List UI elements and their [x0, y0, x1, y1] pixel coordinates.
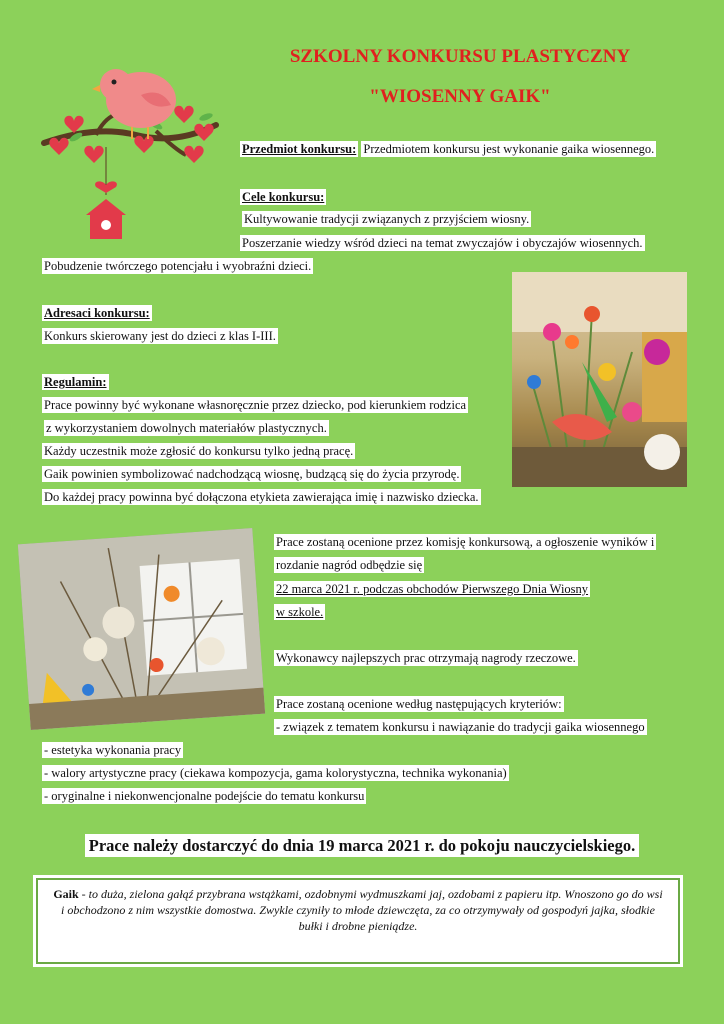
- gaik-photo-flowers: [512, 272, 687, 487]
- regulamin-item-4: Gaik powinien symbolizować nadchodzącą wiosnę, budzącą się do życia przyrodę.: [44, 467, 460, 481]
- adresaci-text: Konkurs skierowany jest do dzieci z klas I-III.: [44, 329, 276, 343]
- gaik-definition-box: [36, 878, 680, 964]
- regulamin-item-3: Każdy uczestnik może zgłosić do konkursu tylko jedną pracę.: [44, 444, 354, 458]
- przedmiot-text: Przedmiotem konkursu jest wykonanie gaika wiosennego.: [363, 142, 655, 156]
- przedmiot-section: [240, 142, 656, 157]
- adresaci-label: Adresaci konkursu:: [44, 306, 150, 320]
- regulamin-item-2: z wykorzystaniem dowolnych materiałów plastycznych.: [46, 421, 327, 435]
- kryteria-item-1: - związek z tematem konkursu i nawiązanie do tradycji gaika wiosennego: [276, 720, 645, 734]
- cele-item-3: Pobudzenie twórczego potencjału i wyobraźni dzieci.: [44, 259, 312, 273]
- bird-on-branch-illustration: [36, 55, 226, 245]
- ocena-line-1: Prace zostaną ocenione przez komisję konkursową, a ogłoszenie wyników i: [276, 535, 655, 549]
- cele-item-2: Poszerzanie wiedzy wśród dzieci na temat zwyczajów i obyczajów wiosennych.: [242, 236, 643, 250]
- kryteria-item-4: - oryginalne i niekonwencjonalne podejście do tematu konkursu: [44, 789, 365, 803]
- ocena-line-3: 22 marca 2021 r. podczas obchodów Pierwszego Dnia Wiosny: [276, 582, 589, 596]
- regulamin-item-1: Prace powinny być wykonane własnoręcznie przez dziecko, pod kierunkiem rodzica: [44, 398, 467, 412]
- ocena-line-4: w szkole.: [276, 605, 324, 619]
- przedmiot-label: Przedmiot konkursu:: [242, 142, 357, 156]
- cele-label: Cele konkursu:: [242, 190, 325, 204]
- ocena-line-2: rozdanie nagród odbędzie się: [276, 558, 423, 572]
- title-line-2: "WIOSENNY GAIK": [369, 86, 551, 107]
- gaik-photo-white: [18, 528, 265, 730]
- regulamin-item-5: Do każdej pracy powinna być dołączona etykieta zawierająca imię i nazwisko dziecka.: [44, 490, 479, 504]
- definition-text: - to duża, zielona gałąź przybrana wstążkami, ozdobnymi wydmuszkami jaj, ozdobami z papieru itp. Wnoszono go do wsi i obchodzono z nim wszystkie domostwa. Zwykle czyniły to młode dziewczęta, za co otrzymywały od gospodyń jajka, słodkie bułki i drobne pieniądze.: [61, 887, 663, 933]
- kryteria-intro: Prace zostaną ocenione według następujących kryteriów:: [276, 697, 562, 711]
- nagrody-text: Wykonawcy najlepszych prac otrzymają nagrody rzeczowe.: [276, 651, 576, 665]
- kryteria-item-2: - estetyka wykonania pracy: [44, 743, 182, 757]
- cele-item-1: Kultywowanie tradycji związanych z przyjściem wiosny.: [244, 212, 530, 226]
- deadline-text: Prace należy dostarczyć do dnia 19 marca 2021 r. do pokoju nauczycielskiego.: [85, 834, 639, 857]
- regulamin-label: Regulamin:: [44, 375, 107, 389]
- deadline-notice: [0, 836, 724, 856]
- title-line-1: SZKOLNY KONKURSU PLASTYCZNY: [289, 46, 631, 67]
- definition-term: Gaik: [53, 887, 79, 901]
- kryteria-item-3: - walory artystyczne pracy (ciekawa kompozycja, gama kolorystyczna, technika wykonania): [44, 766, 507, 780]
